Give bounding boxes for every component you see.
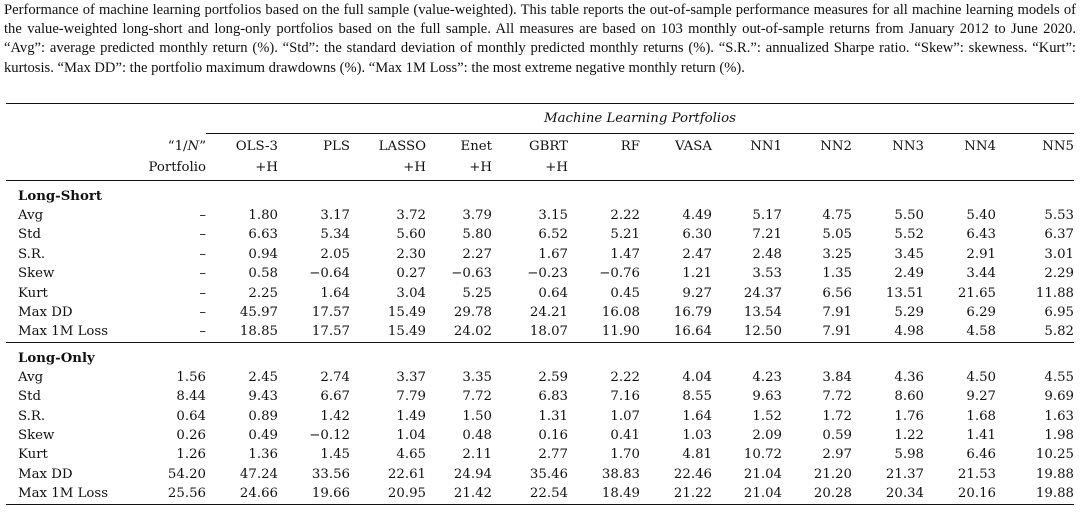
table-cell: 0.41 xyxy=(610,428,640,444)
column-header xyxy=(924,134,996,181)
table-cell: 16.08 xyxy=(601,305,640,321)
table-cell: 6.30 xyxy=(682,227,712,243)
section-title: Long-Short xyxy=(18,189,102,204)
column-header xyxy=(996,134,1074,181)
column-header-line1: NN3 xyxy=(892,139,924,154)
table-cell: 21.22 xyxy=(640,484,712,504)
table-cell: 24.21 xyxy=(529,305,568,321)
table-cell: 4.36 xyxy=(894,369,924,385)
performance-table xyxy=(6,103,1074,505)
table-cell: 15.49 xyxy=(387,324,426,340)
table-cell: 4.04 xyxy=(682,369,712,385)
table-cell: 5.17 xyxy=(752,208,782,223)
table-cell: 4.65 xyxy=(396,447,426,463)
table-cell: 24.37 xyxy=(743,285,782,301)
table-cell: – xyxy=(199,324,206,340)
table-cell: 1.70 xyxy=(610,447,640,463)
table-cell: 20.16 xyxy=(924,484,996,504)
row-label: Max DD xyxy=(18,305,73,321)
table-cell: 5.40 xyxy=(966,208,996,223)
column-header-line2: Portfolio xyxy=(148,159,206,175)
table-cell: 7.16 xyxy=(610,389,640,405)
table-cell: 7.79 xyxy=(396,389,426,405)
table-cell: 2.74 xyxy=(320,369,350,385)
table-cell: 21.37 xyxy=(885,466,924,482)
column-header xyxy=(640,134,712,181)
table-cell: −0.64 xyxy=(309,266,350,282)
table-cell: 0.48 xyxy=(462,428,492,444)
table-cell: 1.47 xyxy=(610,246,640,262)
table-cell: 25.56 xyxy=(130,484,206,504)
table-cell: 2.47 xyxy=(682,246,712,262)
column-header-line1: RF xyxy=(620,139,640,154)
column-header xyxy=(712,134,782,181)
column-header-line2: +H xyxy=(545,160,568,175)
table-cell: 47.24 xyxy=(239,466,278,482)
table-cell: 22.54 xyxy=(492,484,568,504)
table-cell: 3.44 xyxy=(966,266,996,282)
row-label: S.R. xyxy=(18,246,46,262)
table-cell: 0.26 xyxy=(176,428,206,444)
column-header-line1: NN1 xyxy=(750,139,782,154)
table-cell: – xyxy=(199,285,206,301)
table-cell: 10.72 xyxy=(743,447,782,463)
table-cell: 9.27 xyxy=(682,285,712,301)
table-cell: 21.20 xyxy=(813,466,852,482)
table-cell: 7.72 xyxy=(462,389,492,405)
table-cell: 0.49 xyxy=(248,428,278,444)
table-cell: 21.42 xyxy=(426,484,492,504)
table-cell: 4.58 xyxy=(966,324,996,340)
column-header-line2 xyxy=(640,157,712,178)
table-cell: 2.48 xyxy=(752,246,782,262)
table-cell: 9.43 xyxy=(248,389,278,405)
table-cell: 0.45 xyxy=(610,285,640,301)
table-cell: 4.55 xyxy=(1044,369,1074,385)
table-cell: 18.07 xyxy=(529,324,568,340)
table-cell: 1.03 xyxy=(682,428,712,444)
table-cell: 4.23 xyxy=(752,369,782,385)
row-label: Std xyxy=(18,389,41,405)
table-cell: 16.79 xyxy=(673,305,712,321)
column-header-line2 xyxy=(852,157,924,178)
table-cell: 4.50 xyxy=(966,369,996,385)
table-cell: 17.57 xyxy=(311,324,350,340)
table-cell: 3.53 xyxy=(752,266,782,282)
table-cell: 1.49 xyxy=(396,408,426,424)
column-header-line2 xyxy=(712,157,782,178)
table-cell: 33.56 xyxy=(311,466,350,482)
table-cell: 1.98 xyxy=(1044,428,1074,444)
table-row xyxy=(6,387,1074,406)
table-cell: 7.72 xyxy=(822,389,852,405)
column-header xyxy=(130,134,206,181)
column-header-line2: +H xyxy=(469,160,492,175)
table-cell: −0.23 xyxy=(527,266,568,282)
table-cell: 2.77 xyxy=(538,447,568,463)
table-caption: Performance of machine learning portfolios based on the full sample (value-weighted). This table reports the out-of-sample performance measures for all machine learning models of the value-weighted long-short and long-only portfolios based on the full sample. All measures are based on 103 monthly out-of-sample returns from January 2012 to June 2020. “Avg”: average predicted monthly return (%). “Std”: the standard deviation of monthly predicted monthly returns (%). “S.R.”: annualized Sharpe ratio. “Skew”: skewness. “Kurt”: kurtosis. “Max DD”: the portfolio maximum drawdowns (%). “Max 1M Loss”: the most extreme negative monthly return (%). xyxy=(4,2,1076,76)
table-cell: 1.64 xyxy=(682,408,712,424)
table-cell: 9.69 xyxy=(1044,389,1074,405)
table-cell: – xyxy=(199,208,206,223)
column-header-line1: Enet xyxy=(460,139,492,154)
table-cell: 5.80 xyxy=(462,227,492,243)
table-cell: 21.04 xyxy=(743,466,782,482)
table-cell: 21.04 xyxy=(712,484,782,504)
column-header-line2: +H xyxy=(255,160,278,175)
table-cell: 9.27 xyxy=(966,389,996,405)
table-cell: 16.64 xyxy=(673,324,712,340)
table-cell: 3.45 xyxy=(894,246,924,262)
table-cell: 1.63 xyxy=(1044,408,1074,424)
column-header xyxy=(492,134,568,181)
table-row xyxy=(6,284,1074,303)
table-row xyxy=(6,407,1074,426)
table-cell: −0.63 xyxy=(451,266,492,282)
column-header-line1: NN5 xyxy=(1042,139,1074,154)
table-cell: 2.22 xyxy=(610,208,640,223)
table-cell: 15.49 xyxy=(387,305,426,321)
table-cell: 7.91 xyxy=(822,305,852,321)
row-label: Kurt xyxy=(18,285,48,301)
table-cell: 8.55 xyxy=(682,389,712,405)
table-cell: 54.20 xyxy=(167,466,206,482)
table-cell: 0.94 xyxy=(248,246,278,262)
table-cell: 20.34 xyxy=(852,484,924,504)
column-header-line2: +H xyxy=(403,160,426,175)
table-cell: 38.83 xyxy=(601,466,640,482)
table-cell: 5.05 xyxy=(822,227,852,243)
table-cell: 0.16 xyxy=(538,428,568,444)
row-label: Max DD xyxy=(18,466,73,482)
table-cell: 4.98 xyxy=(894,324,924,340)
row-label: Std xyxy=(18,227,41,243)
row-label: Skew xyxy=(18,428,55,444)
row-label: Avg xyxy=(18,208,44,223)
table-cell: 5.34 xyxy=(320,227,350,243)
column-header-line1: VASA xyxy=(674,139,712,154)
table-cell: 45.97 xyxy=(239,305,278,321)
table-cell: 5.60 xyxy=(396,227,426,243)
table-cell: 1.52 xyxy=(752,408,782,424)
table-row xyxy=(6,368,1074,387)
table-cell: 2.29 xyxy=(1044,266,1074,282)
column-header-line1: GBRT xyxy=(528,139,568,154)
table-cell: 4.49 xyxy=(682,208,712,223)
table-cell: 3.35 xyxy=(462,369,492,385)
table-cell: 1.41 xyxy=(966,428,996,444)
column-header xyxy=(206,134,278,181)
table-row xyxy=(6,264,1074,283)
column-header xyxy=(568,134,640,181)
column-header-line1: PLS xyxy=(323,139,350,154)
column-header-line1: NN2 xyxy=(820,139,852,154)
table-cell: 1.68 xyxy=(966,408,996,424)
section-title: Long-Only xyxy=(18,350,95,366)
table-cell: 3.72 xyxy=(396,208,426,223)
table-cell: 2.22 xyxy=(610,369,640,385)
table-row xyxy=(6,445,1074,464)
table-cell: 5.25 xyxy=(462,285,492,301)
table-cell: 3.04 xyxy=(396,285,426,301)
table-row xyxy=(6,322,1074,342)
table-cell: 1.26 xyxy=(176,447,206,463)
column-header-line2 xyxy=(782,157,852,178)
row-label: Max 1M Loss xyxy=(18,324,109,340)
table-cell: 19.66 xyxy=(278,484,350,504)
table-cell: 3.25 xyxy=(822,246,852,262)
table-cell: 2.45 xyxy=(248,369,278,385)
table-cell: 18.85 xyxy=(239,324,278,340)
table-cell: 0.59 xyxy=(822,428,852,444)
column-header-line2 xyxy=(924,157,996,178)
column-header-line2 xyxy=(278,157,350,178)
table-cell: 0.64 xyxy=(176,408,206,424)
table-cell: 7.91 xyxy=(822,324,852,340)
table-cell: 6.95 xyxy=(1044,305,1074,321)
row-label: Max 1M Loss xyxy=(6,484,130,504)
table-cell: 1.04 xyxy=(396,428,426,444)
column-header-line2 xyxy=(996,157,1074,178)
table-cell: 18.49 xyxy=(568,484,640,504)
table-cell: 1.72 xyxy=(822,408,852,424)
table-cell: 6.29 xyxy=(966,305,996,321)
table-cell: 6.37 xyxy=(1044,227,1074,243)
table-cell: 2.91 xyxy=(966,246,996,262)
table-cell: 2.11 xyxy=(462,447,492,463)
table-cell: 21.65 xyxy=(957,285,996,301)
table-cell: 0.27 xyxy=(396,266,426,282)
table-cell: 13.51 xyxy=(885,285,924,301)
table-cell: 3.84 xyxy=(822,369,852,385)
table-cell: – xyxy=(199,305,206,321)
table-cell: 5.52 xyxy=(894,227,924,243)
table-row xyxy=(6,426,1074,445)
table-row xyxy=(6,484,1074,504)
table-cell: 7.21 xyxy=(752,227,782,243)
column-header xyxy=(278,134,350,181)
table-cell: 2.05 xyxy=(320,246,350,262)
table-cell: 1.07 xyxy=(610,408,640,424)
table-cell: 8.60 xyxy=(894,389,924,405)
table-cell: 2.49 xyxy=(894,266,924,282)
column-header xyxy=(350,134,426,181)
table-cell: 1.67 xyxy=(538,246,568,262)
table-cell: 3.37 xyxy=(396,369,426,385)
row-label: Avg xyxy=(18,369,44,385)
table-cell: 17.57 xyxy=(311,305,350,321)
table-cell: 24.66 xyxy=(206,484,278,504)
row-label: S.R. xyxy=(18,408,46,424)
table-cell: 2.30 xyxy=(396,246,426,262)
column-header xyxy=(852,134,924,181)
table-cell: 6.56 xyxy=(822,285,852,301)
table-cell: 20.95 xyxy=(350,484,426,504)
table-cell: 4.81 xyxy=(682,447,712,463)
table-cell: 5.50 xyxy=(894,208,924,223)
table-cell: 1.50 xyxy=(462,408,492,424)
table-cell: −0.76 xyxy=(599,266,640,282)
table-cell: – xyxy=(199,227,206,243)
table-cell: 1.35 xyxy=(822,266,852,282)
table-cell: 3.17 xyxy=(320,208,350,223)
table-cell: 9.63 xyxy=(752,389,782,405)
column-header-line1: LASSO xyxy=(378,139,426,154)
table-cell: 6.43 xyxy=(966,227,996,243)
table-cell: 0.58 xyxy=(248,266,278,282)
row-label: Kurt xyxy=(18,447,48,463)
table-cell: 19.88 xyxy=(1035,466,1074,482)
table-cell: 5.82 xyxy=(1044,324,1074,340)
table-cell: 6.83 xyxy=(538,389,568,405)
table-cell: 3.01 xyxy=(1044,246,1074,262)
table-row xyxy=(6,303,1074,322)
table-cell: 19.88 xyxy=(996,484,1074,504)
table-cell: 10.25 xyxy=(1035,447,1074,463)
column-header-line1: OLS-3 xyxy=(235,139,278,154)
table-row xyxy=(6,225,1074,244)
table-cell: 2.25 xyxy=(248,285,278,301)
table-cell: 6.46 xyxy=(966,447,996,463)
table-cell: 6.67 xyxy=(320,389,350,405)
table-cell: 2.09 xyxy=(752,428,782,444)
table-cell: 24.94 xyxy=(453,466,492,482)
table-cell: 21.53 xyxy=(957,466,996,482)
table-cell: 4.75 xyxy=(822,208,852,223)
table-cell: 3.15 xyxy=(538,208,568,223)
column-header xyxy=(426,134,492,181)
column-header-line1: NN4 xyxy=(964,139,996,154)
table-cell: 1.31 xyxy=(538,408,568,424)
table-cell: 13.54 xyxy=(743,305,782,321)
table-cell: 22.61 xyxy=(387,466,426,482)
table-cell: 8.44 xyxy=(176,389,206,405)
table-cell: 20.28 xyxy=(782,484,852,504)
table-cell: 24.02 xyxy=(453,324,492,340)
column-header xyxy=(782,134,852,181)
table-cell: 6.63 xyxy=(248,227,278,243)
table-cell: 35.46 xyxy=(529,466,568,482)
table-cell: 5.29 xyxy=(894,305,924,321)
table-cell: 11.90 xyxy=(601,324,640,340)
table-cell: 29.78 xyxy=(453,305,492,321)
table-cell: – xyxy=(199,246,206,262)
table-cell: 5.98 xyxy=(894,447,924,463)
table-cell: 2.27 xyxy=(462,246,492,262)
table-cell: 3.79 xyxy=(462,208,492,223)
table-cell: 12.50 xyxy=(743,324,782,340)
group-header: Machine Learning Portfolios xyxy=(206,104,1074,134)
table-cell: 2.97 xyxy=(822,447,852,463)
row-label: Skew xyxy=(18,266,55,282)
table-row xyxy=(6,465,1074,484)
table-cell: 5.53 xyxy=(1044,208,1074,223)
table-cell: 11.88 xyxy=(1035,285,1074,301)
table-cell: 1.21 xyxy=(682,266,712,282)
table-row xyxy=(6,245,1074,264)
table-row xyxy=(6,206,1074,225)
column-header-line2 xyxy=(568,157,640,178)
column-header-line1: “1/N” xyxy=(167,138,206,154)
table-cell: 1.22 xyxy=(894,428,924,444)
table-cell: 1.45 xyxy=(320,447,350,463)
table-cell: 6.52 xyxy=(538,227,568,243)
table-cell: 1.76 xyxy=(894,408,924,424)
table-cell: −0.12 xyxy=(309,428,350,444)
table-cell: 5.21 xyxy=(610,227,640,243)
table-cell: 2.59 xyxy=(538,369,568,385)
table-cell: 0.64 xyxy=(538,285,568,301)
table-cell: 1.42 xyxy=(320,408,350,424)
table-cell: 0.89 xyxy=(248,408,278,424)
table-cell: – xyxy=(199,266,206,282)
table-cell: 22.46 xyxy=(673,466,712,482)
table-cell: 1.56 xyxy=(176,369,206,385)
table-cell: 1.80 xyxy=(248,208,278,223)
table-cell: 1.36 xyxy=(248,447,278,463)
table-cell: 1.64 xyxy=(320,285,350,301)
